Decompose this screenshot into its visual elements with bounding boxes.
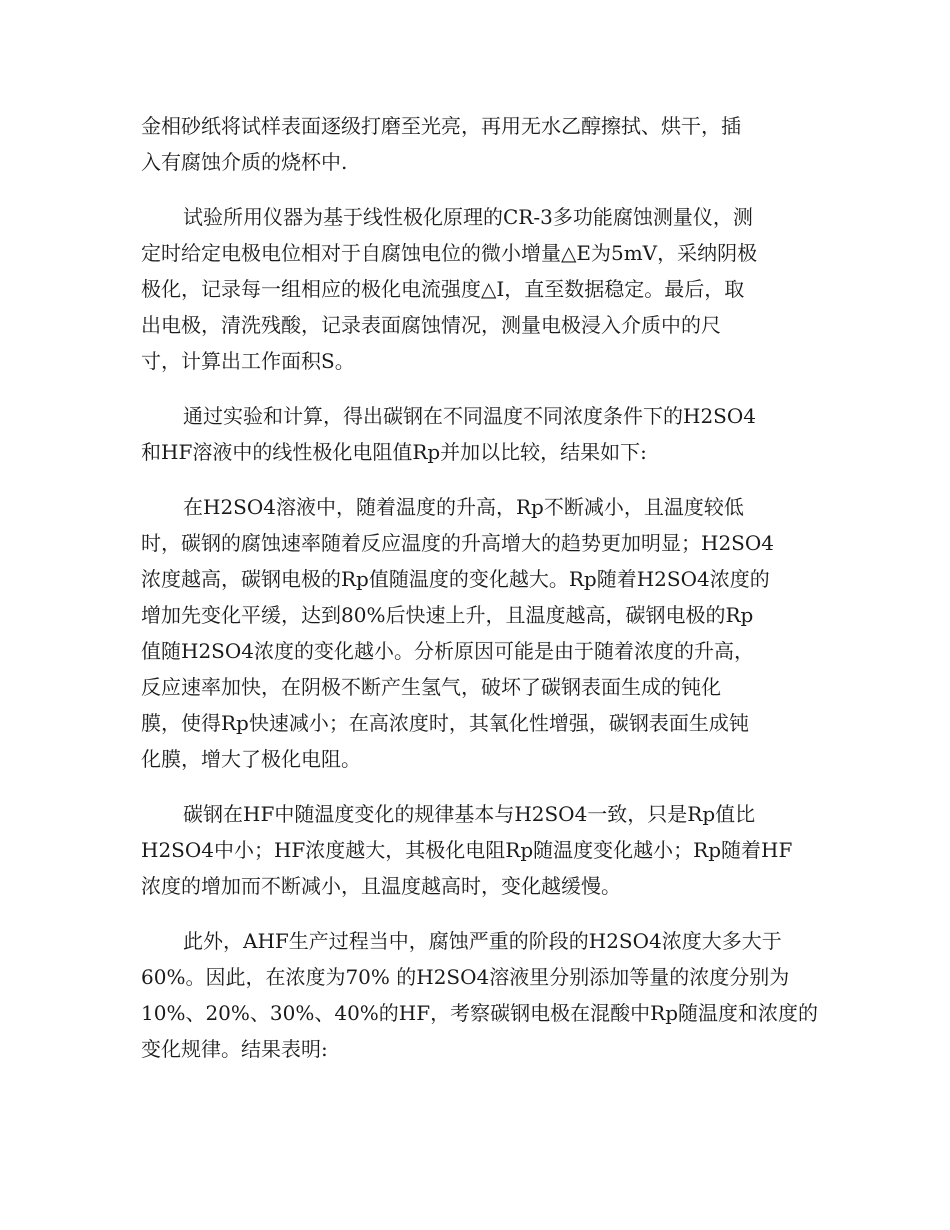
text-line: 极化，记录每一组相应的极化电流强度△I，直至数据稳定。最后，取 (141, 277, 745, 301)
text-line: 浓度越高，碳钢电极的Rp值随温度的变化越大。Rp随着H2SO4浓度的 (141, 567, 770, 591)
text-line: 浓度的增加而不断减小，且温度越高时，变化越缓慢。 (141, 874, 621, 898)
text-line: 碳钢在HF中随温度变化的规律基本与H2SO4一致，只是Rp值比 (183, 802, 756, 826)
text-line: 化膜，增大了极化电阻。 (141, 747, 361, 771)
paragraph-mixed-acid (141, 923, 818, 1067)
text-line: 金相砂纸将试样表面逐级打磨至光亮，再用无水乙醇擦拭、烘干，插 (141, 114, 741, 138)
text-line: 在H2SO4溶液中，随着温度的升高，Rp不断减小，且温度较低 (183, 495, 744, 519)
paragraph-results-intro (141, 398, 809, 470)
text-line: H2SO4中小；HF浓度越大，其极化电阻Rp随温度变化越小；Rp随着HF (141, 838, 793, 862)
paragraph-h2so4-results (141, 489, 809, 777)
document-page (141, 108, 818, 1086)
text-line: 和HF溶液中的线性极化电阻值Rp并加以比较，结果如下: (141, 440, 647, 464)
text-line: 出电极，清洗残酸，记录表面腐蚀情况，测量电极浸入介质中的尺 (141, 313, 721, 337)
paragraph-instrument (141, 199, 809, 379)
text-line: 时，碳钢的腐蚀速率随着反应温度的升高增大的趋势更加明显；H2SO4 (141, 531, 774, 555)
paragraph-sample-prep (141, 108, 809, 180)
text-line: 反应速率加快，在阴极不断产生氢气，破坏了碳钢表面生成的钝化 (141, 675, 721, 699)
text-line: 此外，AHF生产过程当中，腐蚀严重的阶段的H2SO4浓度大多大于 (183, 929, 782, 953)
text-line: 通过实验和计算，得出碳钢在不同温度不同浓度条件下的H2SO4 (183, 404, 756, 428)
text-line: 试验所用仪器为基于线性极化原理的CR-3多功能腐蚀测量仪，测 (183, 205, 753, 229)
text-line: 值随H2SO4浓度的变化越小。分析原因可能是由于随着浓度的升高， (141, 639, 754, 663)
text-line: 60%。因此，在浓度为70% 的H2SO4溶液里分别添加等量的浓度分别为 (141, 965, 790, 989)
text-line: 变化规律。结果表明: (141, 1037, 328, 1061)
paragraph-hf-results (141, 796, 809, 904)
text-line: 寸，计算出工作面积S。 (141, 349, 355, 373)
text-line: 10%、20%、30%、40%的HF，考察碳钢电极在混酸中Rp随温度和浓度的 (141, 1001, 818, 1025)
text-line: 增加先变化平缓，达到80%后快速上升，且温度越高，碳钢电极的Rp (141, 603, 754, 627)
text-line: 膜，使得Rp快速减小；在高浓度时，其氧化性增强，碳钢表面生成钝 (141, 711, 749, 735)
text-line: 定时给定电极电位相对于自腐蚀电位的微小增量△E为5mV，采纳阴极 (141, 241, 758, 265)
text-line: 入有腐蚀介质的烧杯中. (141, 150, 348, 174)
